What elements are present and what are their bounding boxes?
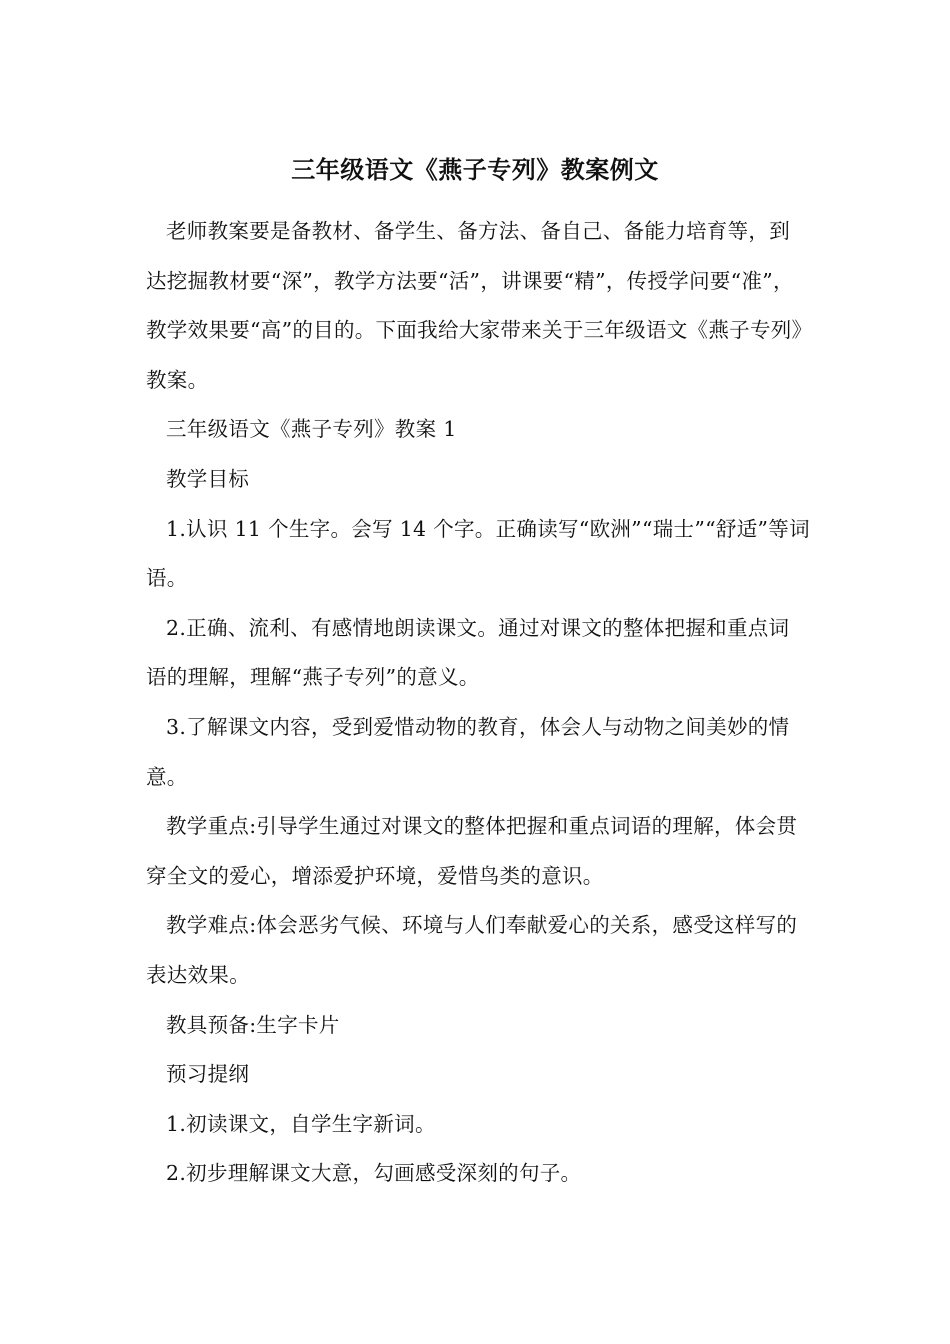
- preview-item: 2.初步理解课文大意，勾画感受深刻的句子。: [166, 1161, 582, 1186]
- teaching-materials: 教具预备:生字卡片: [166, 1012, 340, 1037]
- intro-paragraph: 老师教案要是备教材、备学生、备方法、备自己、备能力培育等，到达挖掘教材要“深”，教学方法要“活”，讲课要“精”，传授学问要“准”，教学效果要“高”的目的。下面我给大家带来关于三年级语文《燕子专列》教案。: [146, 219, 803, 392]
- document-body: [146, 207, 810, 1199]
- teaching-difficulty: 教学难点:体会恶劣气候、环境与人们奉献爱心的关系，感受这样写的表达效果。: [146, 913, 798, 987]
- objective-item: 1.认识 11 个生字。会写 14 个字。正确读写“欧洲”“瑞士”“舒适”等词语。: [146, 516, 810, 591]
- subheading-objectives: 教学目标: [166, 466, 250, 491]
- teaching-focus: 教学重点:引导学生通过对课文的整体把握和重点词语的理解，体会贯穿全文的爱心，增添爱护环境，爱惜鸟类的意识。: [146, 814, 798, 888]
- objective-item: 2.正确、流利、有感情地朗读课文。通过对课文的整体把握和重点词语的理解，理解“燕子专列”的意义。: [146, 615, 790, 690]
- subheading-preview-outline: 预习提纲: [166, 1062, 250, 1087]
- objective-item: 3.了解课文内容，受到爱惜动物的教育，体会人与动物之间美妙的情意。: [146, 714, 790, 789]
- preview-item: 1.初读课文，自学生字新词。: [166, 1111, 436, 1136]
- document-title: 三年级语文《燕子专列》教案例文: [291, 156, 659, 184]
- section-heading: 三年级语文《燕子专列》教案 1: [166, 417, 457, 442]
